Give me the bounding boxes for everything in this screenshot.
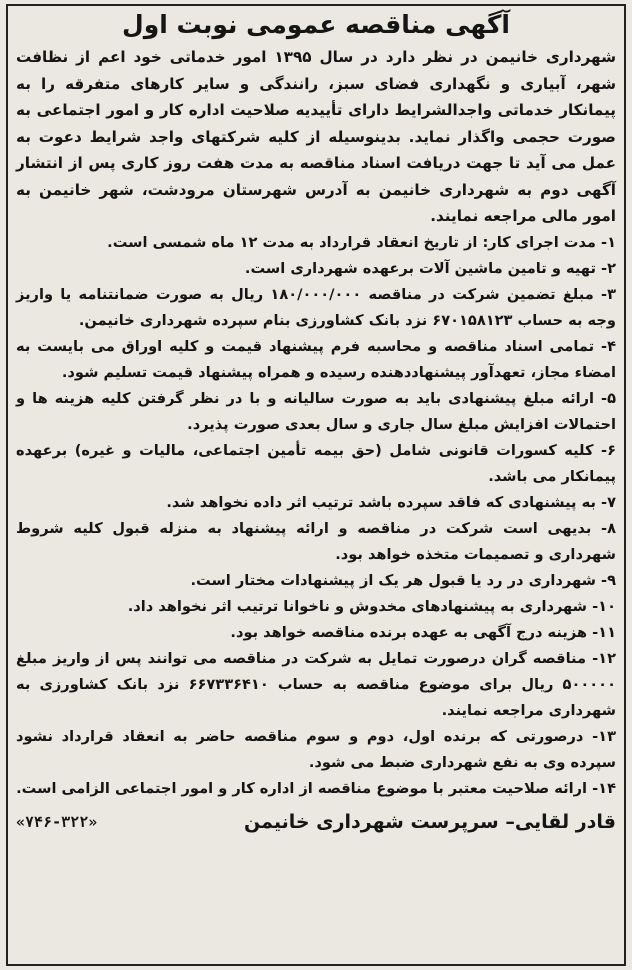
- signature-row: [16, 808, 616, 836]
- condition-item: ۵- ارائه مبلغ پیشنهادی باید به صورت سالیانه و با در نظر گرفتن کلیه هزینه ها و احتمالات افزایش مبلغ سال جاری و سال بعدی صورت پذیرد.: [16, 389, 616, 433]
- condition-item: ۹- شهرداری در رد یا قبول هر یک از پیشنهادات مختار است.: [190, 571, 616, 589]
- condition-item: ۳- مبلغ تضمین شرکت در مناقصه ۱۸۰/۰۰۰/۰۰۰ ریال به صورت ضمانتنامه یا واریز وجه به حساب ۶۷۰۱۵۸۱۲۳ نزد بانک کشاورزی بنام سپرده شهرداری خانیمن.: [16, 285, 616, 329]
- condition-item: ۴- تمامی اسناد مناقصه و محاسبه فرم پیشنهاد قیمت و کلیه اوراق می بایست به امضاء مجاز، تعهدآور پیشنهاددهنده رسیده و همراه پیشنهاد قیمت تسلیم شود.: [16, 337, 616, 381]
- notice-intro: شهرداری خانیمن در نظر دارد در سال ۱۳۹۵ امور خدماتی خود اعم از نظافت شهر، آبیاری و نگهداری فضای سبز، رانندگی و سایر کارهای متفرقه را به پیمانکار خدماتی واجدالشرایط دارای تأییدیه صلاحیت اداره کار و امور اجتماعی به صورت حجمی واگذار نماید. بدینوسیله از کلیه شرکتهای واجد شرایط دعوت به عمل می آید تا جهت دریافت اسناد مناقصه به مدت هفت روز کاری پس از انتشار آگهی دوم به شهرداری خانیمن به آدرس شهرستان مرودشت، شهر خانیمن به امور مالی مراجعه نمایند.: [16, 48, 616, 225]
- signature-text: قادر لقایی– سرپرست شهرداری خانیمن: [244, 810, 616, 833]
- condition-item: ۶- کلیه کسورات قانونی شامل (حق بیمه تأمین اجتماعی، مالیات و غیره) برعهده پیمانکار می باشد.: [16, 441, 616, 485]
- condition-item: ۱- مدت اجرای کار: از تاریخ انعقاد قرارداد به مدت ۱۲ ماه شمسی است.: [107, 233, 616, 251]
- condition-item: ۲- تهیه و تامین ماشین آلات برعهده شهرداری است.: [244, 259, 616, 277]
- condition-item: ۸- بدیهی است شرکت در مناقصه و ارائه پیشنهاد به منزله قبول کلیه شروط شهرداری و تصمیمات متخذه خواهد بود.: [16, 519, 616, 563]
- notice-title: آگهی مناقصه عمومی نوبت اول: [122, 10, 510, 39]
- condition-item: ۱۴- ارائه صلاحیت معتبر با موضوع مناقصه از اداره کار و امور اجتماعی الزامی است.: [16, 779, 616, 797]
- condition-item: ۱۳- درصورتی که برنده اول، دوم و سوم مناقصه حاضر به انعقاد قرارداد نشود سپرده وی به نفع شهرداری ضبط می شود.: [16, 727, 616, 771]
- conditions-list: [16, 230, 616, 802]
- condition-item: ۷- به پیشنهادی که فاقد سپرده باشد ترتیب اثر داده نخواهد شد.: [166, 493, 616, 511]
- notice-code: «۷۴۶-۳۲۲»: [16, 812, 98, 831]
- condition-item: ۱۲- مناقصه گران درصورت تمایل به شرکت در مناقصه می توانند پس از واریز مبلغ ۵۰۰۰۰۰ ریال برای موضوع مناقصه به حساب ۶۶۷۳۳۶۴۱۰ نزد بانک کشاورزی به شهرداری مراجعه نمایند.: [16, 649, 616, 719]
- condition-item: ۱۰- شهرداری به پیشنهادهای مخدوش و ناخوانا ترتیب اثر نخواهد داد.: [127, 597, 616, 615]
- condition-item: ۱۱- هزینه درج آگهی به عهده برنده مناقصه خواهد بود.: [230, 623, 616, 641]
